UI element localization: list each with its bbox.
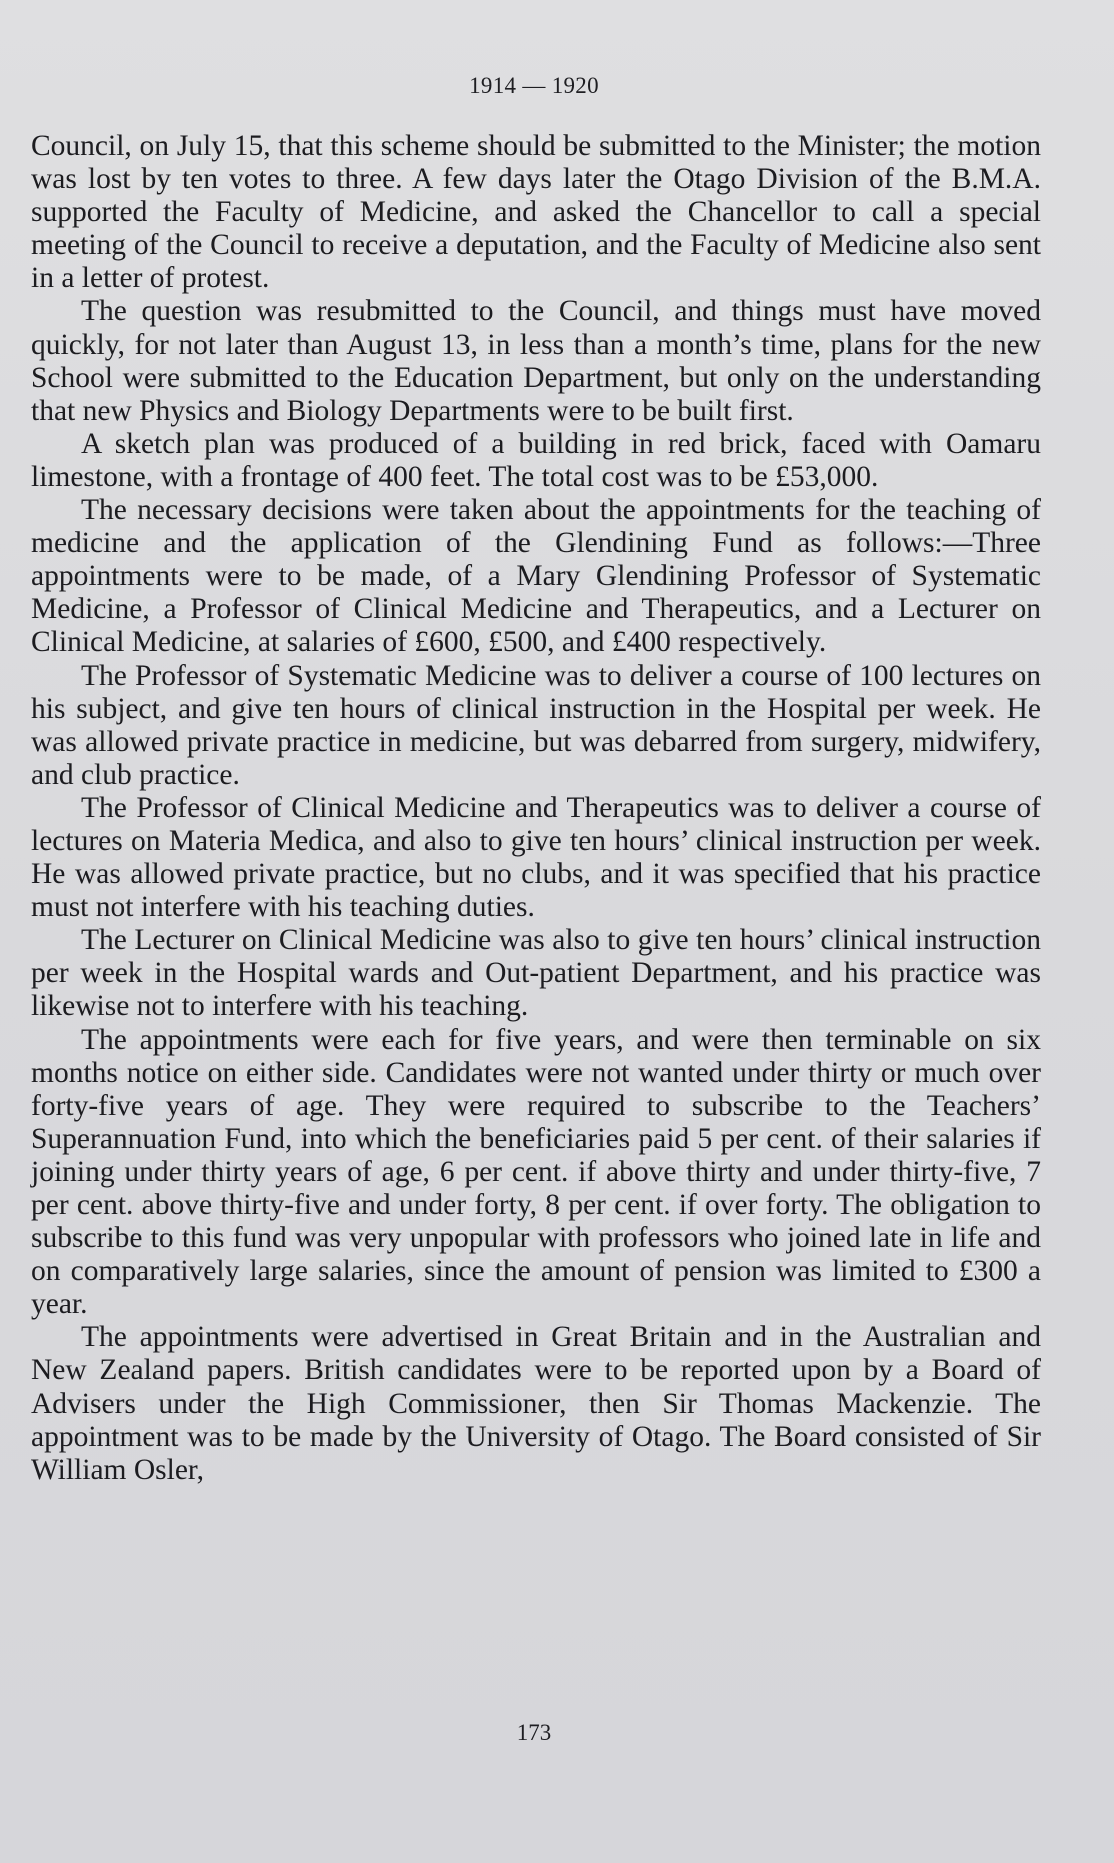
- paragraph: The question was resubmitted to the Council, and things must have moved quickly, for not later than August 13, in less than a month’s time, plans for the new School were submitted to the Education Department, but only on the understanding that new Physics and Biology Departments were to be built first.: [31, 295, 1041, 427]
- page-number: 173: [516, 1720, 552, 1745]
- paragraph: The necessary decisions were taken about the appointments for the teaching of medicine and the application of the Glendining Fund as follows:—Three appointments were to be made, of a Mary Glendining Professor of Systematic Medicine, a Professor of Clinical Medicine and Therapeutics, and a Lecturer on Clinical Medicine, at salaries of £600, £500, and £400 respectively.: [31, 494, 1041, 659]
- paragraph-continued: Council, on July 15, that this scheme should be submitted to the Minister; the motion was lost by ten votes to three. A few days later the Otago Division of the B.M.A. supported the Faculty of Medicine, and asked the Chancellor to call a special meeting of the Council to receive a deputation, and the Faculty of Medicine also sent in a letter of protest.: [31, 130, 1041, 295]
- paragraph: The Lecturer on Clinical Medicine was also to give ten hours’ clinical instruction per week in the Hospital wards and Out-patient Department, and his practice was likewise not to interfere with his teaching.: [31, 924, 1041, 1023]
- paragraph: The Professor of Clinical Medicine and Therapeutics was to deliver a course of lectures on Materia Medica, and also to give ten hours’ clinical instruction per week. He was allowed private practice, but no clubs, and it was specified that his practice must not interfere with his teaching duties.: [31, 791, 1041, 924]
- paragraph: A sketch plan was produced of a building in red brick, faced with Oamaru limestone, with a frontage of 400 feet. The total cost was to be £53,000.: [31, 427, 1041, 493]
- paragraph: The appointments were each for five years, and were then terminable on six months notice on either side. Candidates were not wanted under thirty or much over forty-five years of age. They were required to subscribe to the Teachers’ Superannuation Fund, into which the beneficiaries paid 5 per cent. of their salaries if joining under thirty years of age, 6 per cent. if above thirty and under thirty-five, 7 per cent. above thirty-five and under forty, 8 per cent. if over forty. The obligation to subscribe to this fund was very unpopular with professors who joined late in life and on comparatively large salaries, since the amount of pension was limited to £300 a year.: [31, 1023, 1041, 1321]
- body-text: [31, 130, 1041, 1487]
- paragraph: The appointments were advertised in Great Britain and in the Australian and New Zealand papers. British candidates were to be reported upon by a Board of Advisers under the High Commissioner, then Sir Thomas Mackenzie. The appointment was to be made by the University of Otago. The Board consisted of Sir William Osler,: [31, 1321, 1041, 1486]
- paragraph: The Professor of Systematic Medicine was to deliver a course of 100 lectures on his subject, and give ten hours of clinical instruction in the Hospital per week. He was allowed private practice in medicine, but was debarred from surgery, midwifery, and club practice.: [31, 659, 1041, 791]
- running-head: 1914 — 1920: [469, 73, 599, 98]
